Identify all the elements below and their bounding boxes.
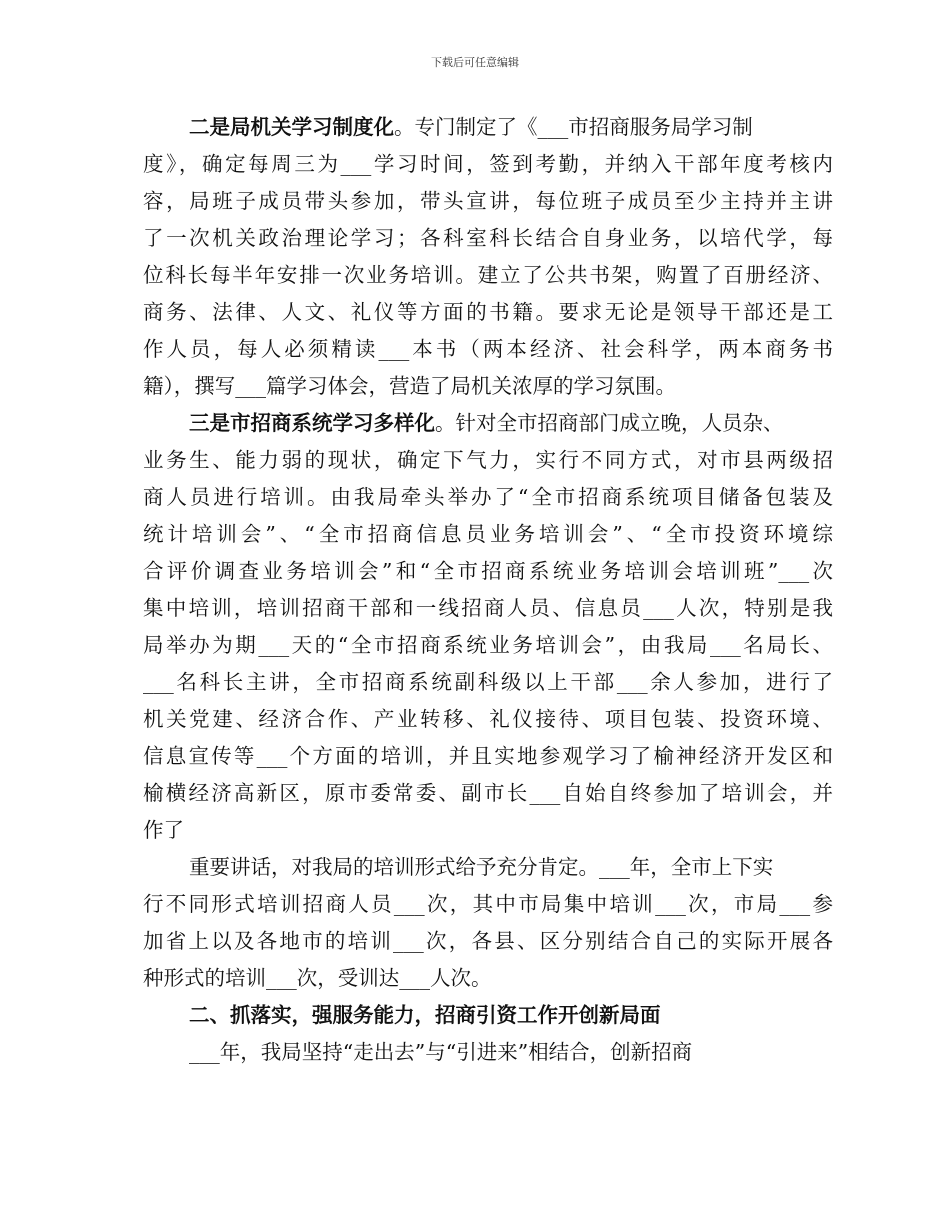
paragraph-line: 商人员进行培训。由我局牵头举办了“全市招商系统项目储备包装及	[143, 485, 833, 509]
paragraph-line: 作了	[143, 818, 184, 842]
paragraph-line: 行不同形式培训招商人员___次，其中市局集中培训___次，市局___参	[143, 892, 833, 916]
section-heading: 二是局机关学习制度化	[189, 115, 394, 139]
paragraph-line: 榆横经济高新区，原市委常委、副市长___自始自终参加了培训会，并	[143, 781, 833, 805]
paragraph-line: 容，局班子成员带头参加，带头宣讲，每位班子成员至少主持并主讲	[143, 189, 833, 213]
paragraph-line	[143, 405, 833, 442]
paragraph-line: 合评价调查业务培训会”和“全市招商系统业务培训会培训班”___次	[143, 559, 833, 583]
paragraph-line: 局举办为期___天的“全市招商系统业务培训会”，由我局___名局长、	[143, 633, 833, 657]
paragraph-line: 重要讲话，对我局的培训形式给予充分肯定。___年，全市上下实	[189, 855, 774, 879]
section-heading: 二、抓落实，强服务能力，招商引资工作开创新局面	[189, 1003, 661, 1027]
paragraph-line: 集中培训，培训招商干部和一线招商人员、信息员___人次，特别是我	[143, 596, 833, 620]
paragraph-line: ___年，我局坚持“走出去”与“引进来”相结合，创新招商	[189, 1040, 693, 1064]
paragraph-line	[143, 109, 833, 146]
paragraph-line: 统计培训会”、“全市招商信息员业务培训会”、“全市投资环境综	[143, 522, 833, 546]
paragraph-line: 加省上以及各地市的培训___次，各县、区分别结合自己的实际开展各	[143, 929, 833, 953]
section-heading: 三是市招商系统学习多样化	[189, 411, 435, 435]
line-text: 。针对全市招商部门成立晚，人员杂、	[435, 411, 784, 435]
paragraph-line: ___名科长主讲，全市招商系统副科级以上干部___余人参加，进行了	[143, 670, 833, 694]
paragraph-line: 籍），撰写___篇学习体会，营造了局机关浓厚的学习氛围。	[143, 374, 676, 398]
paragraph-line: 了一次机关政治理论学习；各科室科长结合自身业务，以培代学，每	[143, 226, 833, 250]
page-header: 下载后可任意编辑	[431, 56, 519, 69]
document-body	[143, 109, 833, 1071]
line-text: 。专门制定了《___市招商服务局学习制	[394, 115, 753, 139]
paragraph-line: 度》，确定每周三为___学习时间，签到考勤，并纳入干部年度考核内	[143, 152, 833, 176]
paragraph-line: 信息宣传等___个方面的培训，并且实地参观学习了榆神经济开发区和	[143, 744, 833, 768]
paragraph-line: 商务、法律、人文、礼仪等方面的书籍。要求无论是领导干部还是工	[143, 300, 833, 324]
paragraph-line: 作人员，每人必须精读___本书（两本经济、社会科学，两本商务书	[143, 337, 833, 361]
paragraph-line: 种形式的培训___次，受训达___人次。	[143, 966, 492, 990]
paragraph-line: 业务生、能力弱的现状，确定下气力，实行不同方式，对市县两级招	[143, 448, 833, 472]
paragraph-line: 位科长每半年安排一次业务培训。建立了公共书架，购置了百册经济、	[143, 263, 833, 287]
paragraph-line: 机关党建、经济合作、产业转移、礼仪接待、项目包装、投资环境、	[143, 707, 833, 731]
